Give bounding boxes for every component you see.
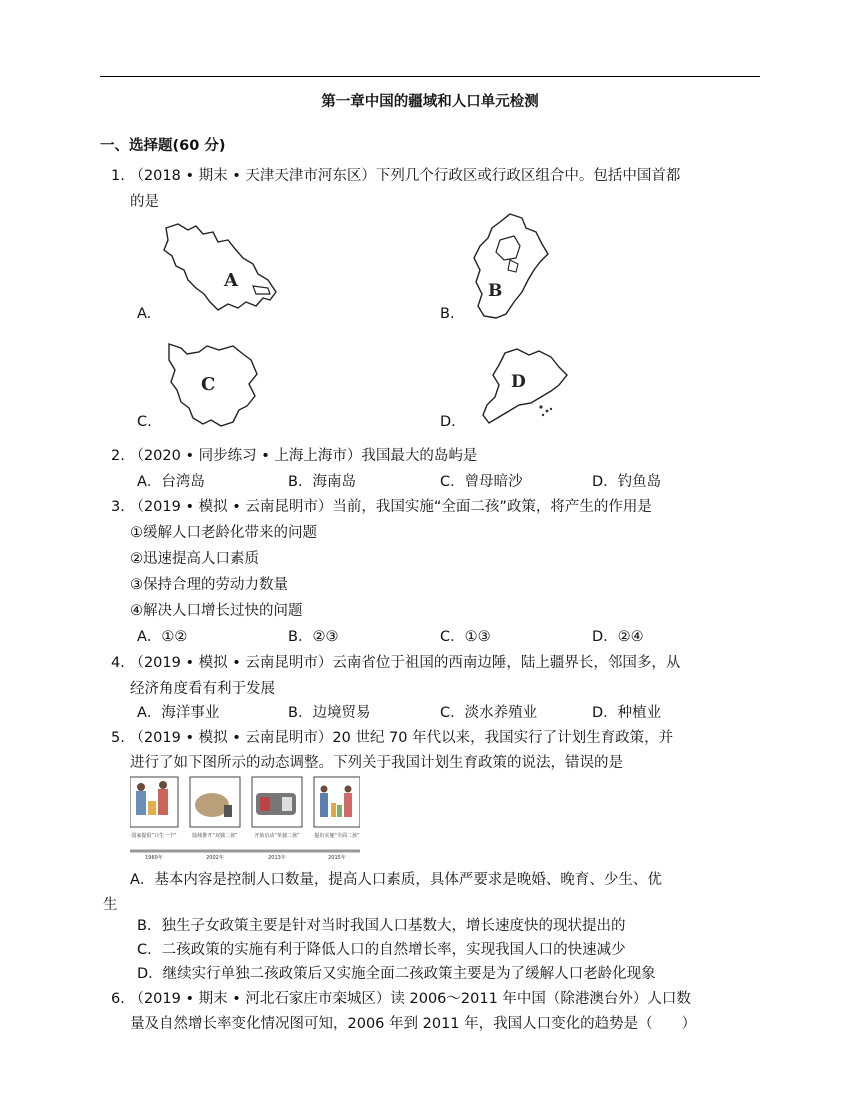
panel-year-3: 2013年 — [268, 855, 286, 861]
panel-year-1: 1960年 — [145, 855, 163, 861]
policy-timeline-figure — [130, 775, 360, 861]
map-b-label: B — [488, 281, 503, 301]
q5-option-a-line2: 生 — [103, 897, 118, 913]
q3-item-1: ①缓解人口老龄化带来的问题 — [130, 525, 317, 541]
q5-option-c: C．二孩政策的实施有利于降低人口的自然增长率，实现我国人口的快速减少 — [137, 942, 626, 958]
panel-caption-3: 开始启动“单独二孩” — [254, 833, 300, 839]
q2-option-d: D．钓鱼岛 — [592, 474, 662, 490]
panel-year-4: 2015年 — [328, 855, 346, 861]
panel-caption-4: 提出实施“全面二孩” — [314, 833, 360, 839]
q5-stem-line2: 进行了如下图所示的动态调整。下列关于我国计划生育政策的说法，错误的是 — [130, 755, 623, 771]
q2-option-b: B．海南岛 — [288, 474, 356, 490]
q4-option-c: C．淡水养殖业 — [440, 705, 538, 721]
panel-caption-1: 国家提倡“只生一个” — [131, 833, 177, 839]
q5-option-b: B．独生子女政策主要是针对当时我国人口基数大，增长速度快的现状提出的 — [137, 918, 626, 934]
q3-option-a: A．①② — [137, 629, 188, 645]
panel-year-2: 2002年 — [206, 855, 224, 861]
q3-option-b: B．②③ — [288, 629, 339, 645]
q2-stem: 2. （2020 • 同步练习 • 上海上海市）我国最大的岛屿是 — [111, 448, 478, 464]
page-title: 第一章中国的疆域和人口单元检测 — [321, 94, 539, 110]
q4-option-a: A．海洋事业 — [137, 705, 220, 721]
map-b — [470, 210, 555, 322]
map-d — [475, 345, 585, 430]
q4-option-b: B．边境贸易 — [288, 705, 371, 721]
map-a-label: A — [224, 270, 238, 291]
q4-stem-line1: 4. （2019 • 模拟 • 云南昆明市）云南省位于祖国的西南边陲，陆上疆界长，邻国多，从 — [111, 655, 681, 671]
q3-item-2: ②迅速提高人口素质 — [130, 551, 259, 567]
q5-stem-line1: 5. （2019 • 模拟 • 云南昆明市）20 世纪 70 年代以来，我国实行了计划生育政策，并 — [111, 730, 674, 746]
map-d-label: D — [511, 372, 526, 392]
q4-stem-line2: 经济角度看有利于发展 — [130, 681, 275, 697]
map-c-label: C — [201, 374, 216, 395]
section-heading: 一、选择题(60 分) — [100, 138, 226, 154]
q3-item-3: ③保持合理的劳动力数量 — [130, 577, 288, 593]
q6-stem-line2: 量及自然增长率变化情况图可知，2006 年到 2011 年，我国人口变化的趋势是（ ） — [130, 1016, 697, 1032]
q1-option-a: A. — [137, 306, 152, 322]
q2-option-a: A．台湾岛 — [137, 474, 205, 490]
q5-option-d: D．继续实行单独二孩政策后又实施全面二孩政策主要是为了缓解人口老龄化现象 — [137, 966, 656, 982]
q2-option-c: C．曾母暗沙 — [440, 474, 523, 490]
q3-option-d: D．②④ — [592, 629, 644, 645]
q5-option-a-line1: A．基本内容是控制人口数量，提高人口素质，具体严要求是晚婚、晚育、少生、优 — [130, 872, 662, 888]
q3-option-c: C．①③ — [440, 629, 491, 645]
q3-stem: 3. （2019 • 模拟 • 云南昆明市）当前，我国实施“全面二孩”政策，将产生的作用是 — [111, 499, 652, 515]
q4-option-d: D．种植业 — [592, 705, 662, 721]
q1-stem-line2: 的是 — [130, 194, 159, 210]
panel-caption-2: 陆续推开“双独二孩” — [192, 833, 238, 839]
map-a — [158, 220, 283, 320]
map-c — [163, 340, 263, 430]
q1-option-d: D. — [440, 414, 456, 430]
header-rule — [100, 76, 760, 77]
q1-option-c: C. — [137, 414, 152, 430]
q3-item-4: ④解决人口增长过快的问题 — [130, 603, 303, 619]
q1-option-b: B. — [440, 306, 455, 322]
q6-stem-line1: 6. （2019 • 期末 • 河北石家庄市栾城区）读 2006～2011 年中国（除港澳台外）人口数 — [111, 991, 691, 1007]
q1-stem-line1: 1. （2018 • 期末 • 天津天津市河东区）下列几个行政区或行政区组合中。包括中国首都 — [111, 168, 681, 184]
